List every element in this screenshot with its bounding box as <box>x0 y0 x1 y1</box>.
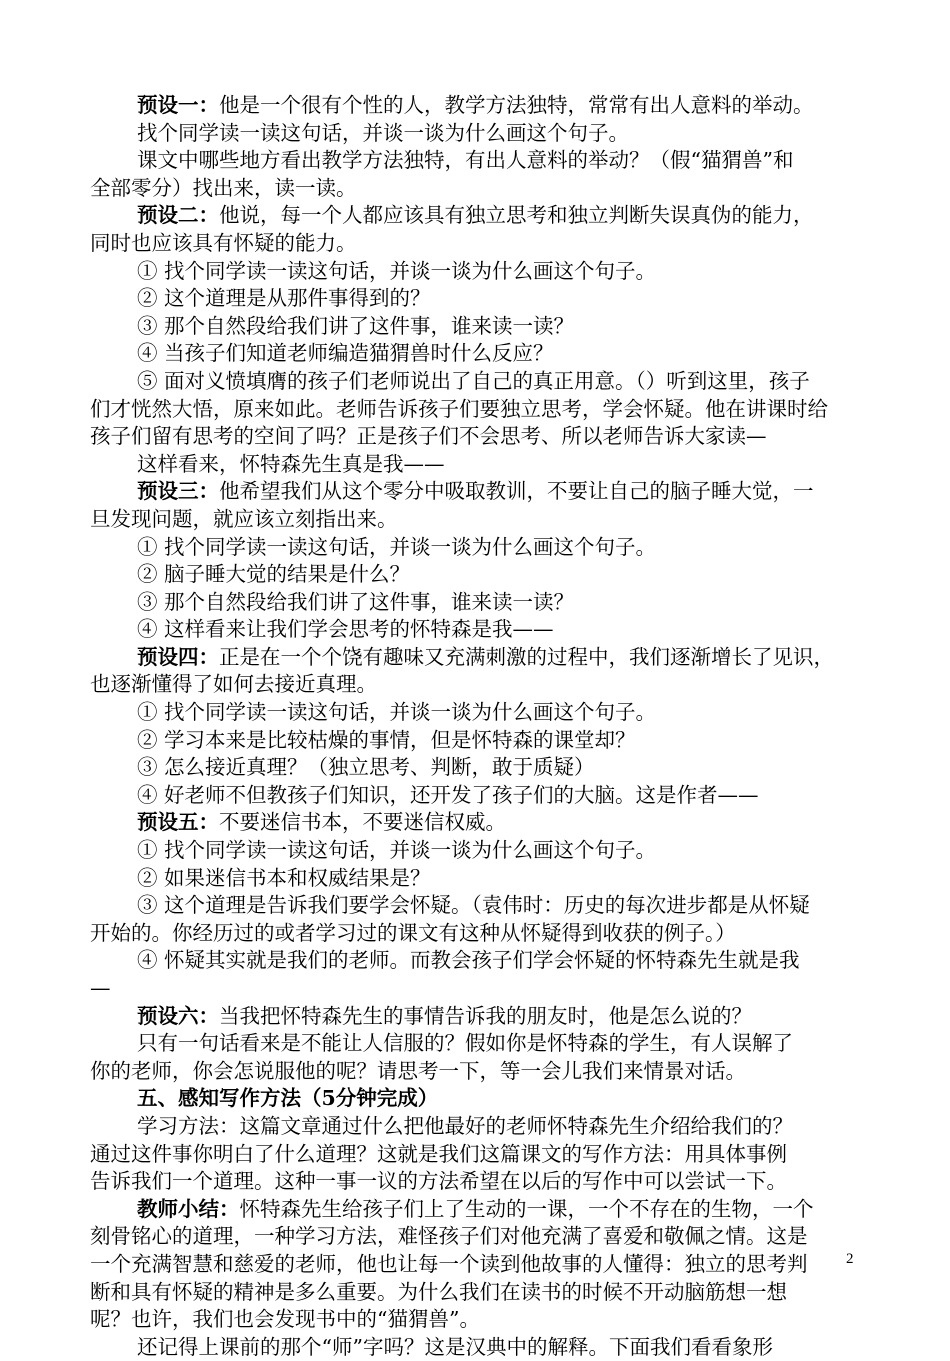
text-line <box>90 120 860 148</box>
line-text: 找个同学读一读这句话，并谈一谈为什么画这个句子。 <box>137 120 629 145</box>
text-line <box>90 1003 860 1031</box>
bold-heading: 预设五： <box>137 810 219 835</box>
bold-heading: 教师小结： <box>137 1196 240 1221</box>
line-text: ⑤ 面对义愤填膺的孩子们老师说出了自己的真正用意。（）听到这里，孩子 <box>137 368 810 393</box>
page-number: 2 <box>846 1251 854 1267</box>
text-line <box>90 1141 860 1169</box>
text-line <box>90 671 860 699</box>
text-line <box>90 285 860 313</box>
line-text: ④ 怀疑其实就是我们的老师。而教会孩子们学会怀疑的怀特森先生就是我 <box>137 948 800 973</box>
line-text: 们才恍然大悟，原来如此。老师告诉孩子们要独立思考，学会怀疑。他在讲课时给 <box>90 396 828 421</box>
line-text: ③ 那个自然段给我们讲了这件事，谁来读一读？ <box>137 589 575 614</box>
text-line <box>90 396 860 424</box>
line-text: ① 找个同学读一读这句话，并谈一谈为什么画这个句子。 <box>137 534 657 559</box>
text-line <box>90 175 860 203</box>
text-line <box>90 561 860 589</box>
line-text: 他希望我们从这个零分中吸取教训，不要让自己的脑子睡大觉，一 <box>219 479 814 504</box>
text-line <box>90 782 860 810</box>
text-line <box>90 589 860 617</box>
text-line <box>90 727 860 755</box>
bold-heading: 预设四： <box>137 644 219 669</box>
text-line <box>90 478 860 506</box>
text-line <box>90 258 860 286</box>
line-text: ③ 这个道理是告诉我们要学会怀疑。（袁伟时：历史的每次进步都是从怀疑 <box>137 893 810 918</box>
text-line <box>90 1223 860 1251</box>
text-line <box>90 975 860 1003</box>
line-text: ② 学习本来是比较枯燥的事情，但是怀特森的课堂却？ <box>137 727 636 752</box>
line-text: 这样看来，怀特森先生真是我—— <box>137 451 445 476</box>
line-text: 旦发现问题，就应该立刻指出来。 <box>90 506 398 531</box>
line-text: ② 这个道理是从那件事得到的？ <box>137 286 431 311</box>
text-line <box>90 1196 860 1224</box>
line-text: 只有一句话看来是不能让人信服的？假如你是怀特森的学生，有人误解了 <box>137 1031 793 1056</box>
line-text: 正是在一个个饶有趣味又充满刺激的过程中，我们逐渐增长了见识， <box>219 644 834 669</box>
line-text: ① 找个同学读一读这句话，并谈一谈为什么画这个句子。 <box>137 838 657 863</box>
text-line <box>90 423 860 451</box>
line-text: 开始的。你经历过的或者学习过的课文有这种从怀疑得到收获的例子。） <box>90 920 736 945</box>
line-text: 也逐渐懂得了如何去接近真理。 <box>90 672 377 697</box>
line-text: 刻骨铭心的道理，一种学习方法，难怪孩子们对他充满了喜爱和敬佩之情。这是 <box>90 1224 808 1249</box>
line-text: 怀特森先生给孩子们上了生动的一课，一个不存在的生物，一个 <box>239 1196 814 1221</box>
bold-heading: 预设三： <box>137 479 219 504</box>
bold-heading: 五、感知写作方法（5分钟完成） <box>137 1086 439 1111</box>
text-line <box>90 368 860 396</box>
line-text: ③ 怎么接近真理？（独立思考、判断，敢于质疑） <box>137 755 595 780</box>
text-line <box>90 1030 860 1058</box>
line-text: 不要迷信书本，不要迷信权威。 <box>219 810 506 835</box>
text-line <box>90 534 860 562</box>
line-text: ④ 这样看来让我们学会思考的怀特森是我—— <box>137 617 554 642</box>
text-line <box>90 1085 860 1113</box>
text-line <box>90 147 860 175</box>
line-text: 孩子们留有思考的空间了吗？正是孩子们不会思考、所以老师告诉大家读— <box>90 424 767 449</box>
line-text: 告诉我们一个道理。这种一事一议的方法希望在以后的写作中可以尝试一下。 <box>90 1169 787 1194</box>
bold-heading: 预设一： <box>137 93 219 117</box>
text-line <box>90 92 860 120</box>
text-line <box>90 616 860 644</box>
line-text: ④ 当孩子们知道老师编造猫猬兽时什么反应？ <box>137 341 554 366</box>
text-line <box>90 202 860 230</box>
line-text: — <box>90 976 111 1000</box>
text-line <box>90 1113 860 1141</box>
line-text: ① 找个同学读一读这句话，并谈一谈为什么画这个句子。 <box>137 700 657 725</box>
line-text: ② 如果迷信书本和权威结果是？ <box>137 865 431 890</box>
line-text: 当我把怀特森先生的事情告诉我的朋友时，他是怎么说的？ <box>219 1003 752 1028</box>
document-body <box>90 92 860 1361</box>
bold-heading: 预设六： <box>137 1003 219 1028</box>
text-line <box>90 892 860 920</box>
line-text: 他是一个很有个性的人，教学方法独特，常常有出人意料的举动。 <box>219 93 814 117</box>
text-line <box>90 754 860 782</box>
text-line <box>90 947 860 975</box>
line-text: ④ 好老师不但教孩子们知识，还开发了孩子们的大脑。这是作者—— <box>137 782 759 807</box>
text-line <box>90 809 860 837</box>
line-text: 一个充满智慧和慈爱的老师，他也让每一个读到他故事的人懂得：独立的思考判 <box>90 1251 808 1276</box>
text-line <box>90 1334 860 1361</box>
text-line <box>90 865 860 893</box>
text-line <box>90 340 860 368</box>
text-line <box>90 230 860 258</box>
text-line <box>90 920 860 948</box>
line-text: 呢？也许，我们也会发现书中的“猫猬兽”。 <box>90 1307 480 1332</box>
text-line <box>90 837 860 865</box>
line-text: 你的老师，你会怎说服他的呢？请思考一下，等一会儿我们来情景对话。 <box>90 1058 746 1083</box>
line-text: 课文中哪些地方看出教学方法独特，有出人意料的举动？（假“猫猬兽”和 <box>137 148 794 173</box>
text-line <box>90 644 860 672</box>
line-text: ② 脑子睡大觉的结果是什么？ <box>137 562 411 587</box>
line-text: 还记得上课前的那个“师”字吗？这是汉典中的解释。下面我们看看象形 <box>137 1334 773 1359</box>
text-line <box>90 451 860 479</box>
line-text: 他说，每一个人都应该具有独立思考和独立判断失误真伪的能力， <box>219 203 814 228</box>
text-line <box>90 506 860 534</box>
line-text: ③ 那个自然段给我们讲了这件事，谁来读一读？ <box>137 313 575 338</box>
line-text: 全部零分）找出来，读一读。 <box>90 175 357 200</box>
line-text: 断和具有怀疑的精神是多么重要。为什么我们在读书的时候不开动脑筋想一想 <box>90 1279 787 1304</box>
text-line <box>90 313 860 341</box>
bold-heading: 预设二： <box>137 203 219 228</box>
text-line <box>90 1251 860 1279</box>
line-text: 学习方法：这篇文章通过什么把他最好的老师怀特森先生介绍给我们的？ <box>137 1113 793 1138</box>
line-text: 通过这件事你明白了什么道理？这就是我们这篇课文的写作方法：用具体事例 <box>90 1141 787 1166</box>
line-text: ① 找个同学读一读这句话，并谈一谈为什么画这个句子。 <box>137 258 657 283</box>
text-line <box>90 1306 860 1334</box>
line-text: 同时也应该具有怀疑的能力。 <box>90 230 357 255</box>
text-line <box>90 1279 860 1307</box>
text-line <box>90 1058 860 1086</box>
text-line <box>90 699 860 727</box>
text-line <box>90 1168 860 1196</box>
